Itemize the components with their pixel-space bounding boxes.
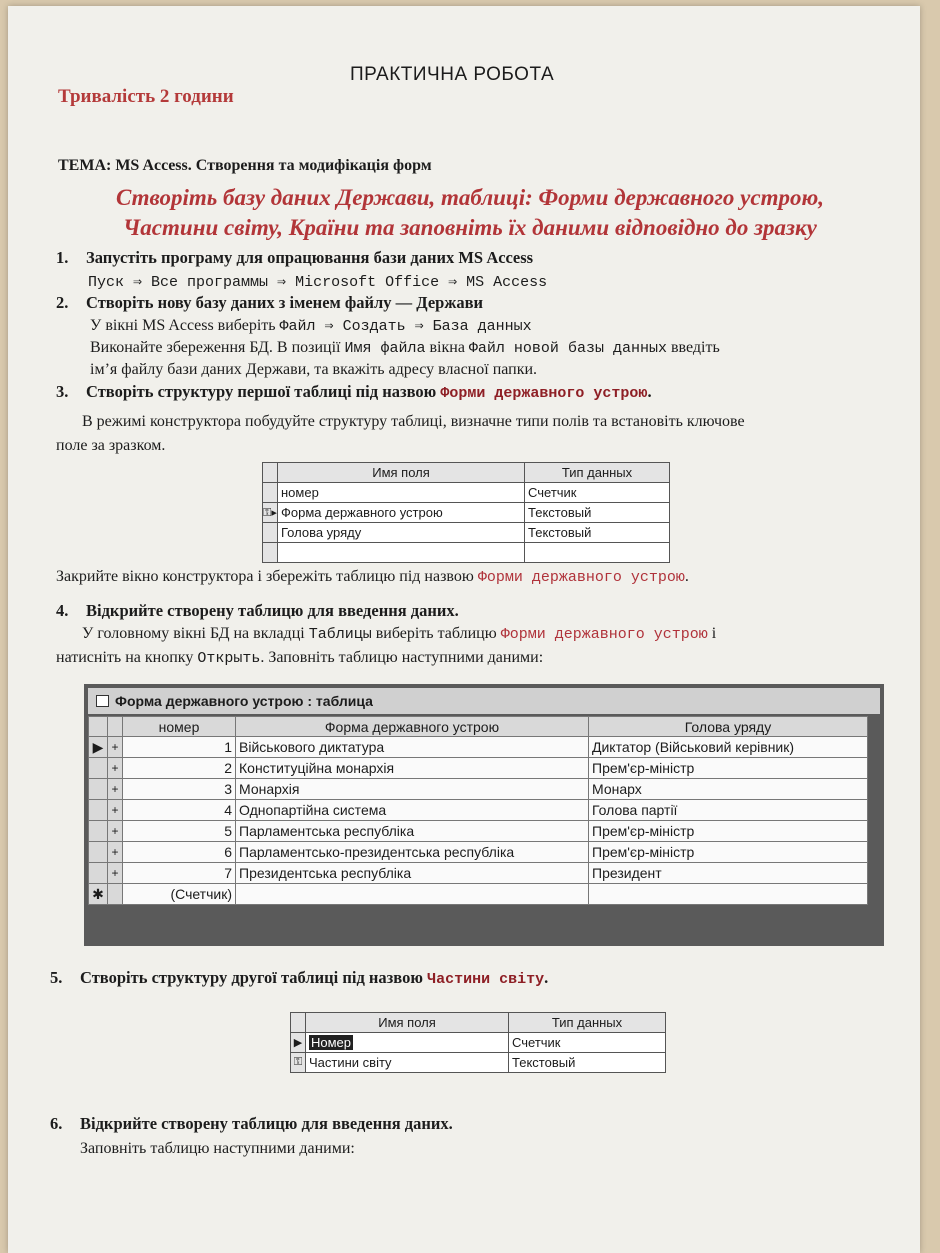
field-name-cell[interactable]: Форма державного устрою — [278, 503, 525, 523]
field-name-cell[interactable]: Голова уряду — [278, 523, 525, 543]
row-selector[interactable] — [89, 758, 108, 779]
expand-plus-icon[interactable]: + — [108, 800, 123, 821]
row-selector-header — [263, 463, 278, 483]
step-5-table-name: Частини світу — [427, 971, 545, 988]
step-3-text: Створіть структуру першої таблиці під назвою — [86, 382, 437, 401]
row-selector[interactable] — [263, 523, 278, 543]
new-record-row[interactable] — [89, 884, 868, 905]
step-5-text: Створіть структуру другої таблиці під назвою — [80, 968, 423, 987]
datasheet-titlebar[interactable] — [88, 688, 880, 714]
table-row[interactable] — [89, 800, 868, 821]
cell-head[interactable]: Прем'єр-міністр — [589, 758, 868, 779]
step-4-open-button-name: Открыть — [197, 650, 261, 667]
step-4-line-1-text-c: і — [711, 625, 717, 642]
row-selector[interactable] — [89, 842, 108, 863]
cell-id[interactable]: 4 — [123, 800, 236, 821]
step-5-number: 5. — [50, 968, 63, 987]
design-row[interactable] — [263, 523, 670, 543]
column-header-form[interactable]: Форма державного устрою — [236, 717, 589, 737]
heading-line-2: Частини світу, Країни та заповніть їх даними відповідно до зразку — [123, 215, 817, 240]
data-type-cell[interactable]: Текстовый — [525, 523, 670, 543]
topic-line: ТЕМА: MS Access. Створення та модифікація форм — [58, 157, 432, 174]
cell-head[interactable]: Президент — [589, 863, 868, 884]
step-2-window-name: Файл новой базы данных — [468, 340, 667, 357]
step-4-line-1-text-a: У головному вікні БД на вкладці — [82, 625, 305, 642]
data-type-cell[interactable]: Счетчик — [525, 483, 670, 503]
cell-id[interactable]: 2 — [123, 758, 236, 779]
cell-head[interactable]: Диктатор (Військовий керівник) — [589, 737, 868, 758]
table-row[interactable] — [89, 863, 868, 884]
step-4-line-2-text-b: . Заповніть таблицю наступними даними: — [260, 649, 544, 666]
step-2-field-name: Имя файла — [344, 340, 426, 357]
cell-form[interactable]: Президентська республіка — [236, 863, 589, 884]
design-row[interactable] — [263, 503, 670, 523]
primary-key-icon: ⚿▸ — [263, 503, 278, 523]
step-2-line-3: ім’я файлу бази даних Держави, та вкажіть адресу власної папки. — [90, 361, 538, 378]
duration-label: Тривалість 2 години — [58, 86, 234, 107]
step-3-close-table-name: Форми державного устрою — [477, 569, 685, 586]
step-4-text: Відкрийте створену таблицю для введення даних. — [86, 601, 459, 620]
row-selector[interactable] — [89, 863, 108, 884]
table-row[interactable] — [89, 842, 868, 863]
row-selector[interactable] — [263, 543, 278, 563]
design-row[interactable] — [263, 483, 670, 503]
column-header-data-type: Тип данных — [509, 1013, 666, 1033]
datasheet-title: Форма державного устрою : таблица — [115, 693, 373, 709]
step-4-title — [56, 601, 459, 621]
cell-id[interactable]: 5 — [123, 821, 236, 842]
step-4-tab-name: Таблицы — [308, 626, 372, 643]
expand-plus-icon[interactable]: + — [108, 758, 123, 779]
design-table-1-header — [263, 463, 670, 483]
step-4-line-1 — [82, 623, 716, 646]
heading-line-1: Створіть базу даних Держави, таблиці: Форми державного устрою, — [115, 185, 824, 210]
expand-plus-icon[interactable]: + — [108, 779, 123, 800]
step-1-text: Запустіть програму для опрацювання бази даних MS Access — [86, 248, 534, 267]
expand-plus-icon[interactable]: + — [108, 863, 123, 884]
data-type-cell[interactable]: Текстовый — [525, 503, 670, 523]
column-header-head[interactable]: Голова уряду — [589, 717, 868, 737]
column-header-data-type: Тип данных — [525, 463, 670, 483]
cell-id[interactable]: 3 — [123, 779, 236, 800]
expand-column-header — [108, 717, 123, 737]
cell-form[interactable]: Парламентсько-президентська республіка — [236, 842, 589, 863]
assignment-heading — [40, 183, 900, 243]
expand-plus-icon[interactable]: + — [108, 737, 123, 758]
design-row-empty[interactable] — [263, 543, 670, 563]
field-name-cell[interactable]: Частини світу — [306, 1053, 509, 1073]
step-3-number: 3. — [56, 382, 69, 401]
cell-head-empty[interactable] — [589, 884, 868, 905]
step-2-title — [56, 293, 483, 313]
data-type-cell[interactable]: Счетчик — [509, 1033, 666, 1053]
cell-head[interactable]: Голова партії — [589, 800, 868, 821]
cell-form-empty[interactable] — [236, 884, 589, 905]
step-3-para-line-1: В режимі конструктора побудуйте структуру таблиці, визначне типи полів та встановіть ключове — [82, 413, 745, 430]
table-row[interactable] — [89, 821, 868, 842]
step-2-line-2-text-b: вікна — [429, 339, 465, 356]
step-2-line-2-text-a: Виконайте збереження БД. В позиції — [90, 339, 341, 356]
expand-cell-empty — [108, 884, 123, 905]
cell-form[interactable]: Монархія — [236, 779, 589, 800]
cell-form[interactable]: Конституційна монархія — [236, 758, 589, 779]
expand-plus-icon[interactable]: + — [108, 821, 123, 842]
step-4-line-2-text-a: натисніть на кнопку — [56, 649, 194, 666]
datasheet-header-row — [89, 717, 868, 737]
row-selector[interactable] — [89, 821, 108, 842]
cell-id[interactable]: 1 — [123, 737, 236, 758]
step-4-line-2 — [56, 647, 543, 670]
cell-id[interactable]: 6 — [123, 842, 236, 863]
step-1-title — [56, 248, 533, 268]
step-4-number: 4. — [56, 601, 69, 620]
selected-field-name[interactable]: Номер — [311, 1035, 352, 1050]
data-type-cell[interactable]: Текстовый — [509, 1053, 666, 1073]
design-row[interactable] — [291, 1033, 666, 1053]
step-3-close-line: Закрийте вікно конструктора і збережіть таблицю під назвою Форми державного устрою. — [56, 568, 689, 586]
expand-plus-icon[interactable]: + — [108, 842, 123, 863]
step-3-table-name: Форми державного устрою — [440, 385, 648, 402]
step-2-menu-path: Файл ⇒ Создать ⇒ База данных — [279, 318, 532, 335]
cell-head[interactable]: Прем'єр-міністр — [589, 821, 868, 842]
row-selector[interactable] — [89, 800, 108, 821]
row-selector-header — [291, 1013, 306, 1033]
new-record-icon[interactable]: ✱ — [89, 884, 108, 905]
step-3-para-line-2: поле за зразком. — [56, 437, 166, 454]
design-table-2 — [290, 1012, 666, 1073]
cell-id[interactable]: 7 — [123, 863, 236, 884]
field-name-cell[interactable]: номер — [278, 483, 525, 503]
cell-form[interactable]: Військового диктатура — [236, 737, 589, 758]
row-selector-header — [89, 717, 108, 737]
field-name-cell-empty[interactable] — [278, 543, 525, 563]
step-1-number: 1. — [56, 248, 69, 267]
cell-form[interactable]: Парламентська республіка — [236, 821, 589, 842]
field-name-cell[interactable] — [306, 1033, 509, 1053]
step-4-table-name: Форми державного устрою — [500, 626, 708, 643]
step-5-title: 5. Створіть структуру другої таблиці під назвою Частини світу. — [50, 968, 549, 988]
data-type-cell-empty[interactable] — [525, 543, 670, 563]
table-row[interactable] — [89, 758, 868, 779]
step-2-line-2-text-c: введіть — [670, 339, 720, 356]
step-2-line-2 — [90, 337, 720, 360]
table-row[interactable] — [89, 737, 868, 758]
step-2-text: Створіть нову базу даних з іменем файлу — Держави — [86, 293, 483, 312]
step-6-text: Відкрийте створену таблицю для введення даних. — [80, 1114, 453, 1133]
page-title: ПРАКТИЧНА РОБОТА — [350, 64, 555, 85]
step-6-line: Заповніть таблицю наступними даними: — [80, 1140, 355, 1157]
step-4-line-1-text-b: виберіть таблицю — [375, 625, 497, 642]
table-row[interactable] — [89, 779, 868, 800]
row-selector[interactable] — [89, 779, 108, 800]
primary-key-icon: ⚿ — [291, 1053, 306, 1073]
current-record-icon[interactable]: ▶ — [89, 737, 108, 758]
step-3-close-text: Закрийте вікно конструктора і збережіть таблицю під назвою — [56, 568, 474, 585]
cell-head[interactable]: Прем'єр-міністр — [589, 842, 868, 863]
step-2-line-1 — [90, 315, 532, 338]
column-header-field-name: Имя поля — [306, 1013, 509, 1033]
column-header-id[interactable]: номер — [123, 717, 236, 737]
step-6-number: 6. — [50, 1114, 63, 1133]
step-2-line-1-text: У вікні MS Access виберіть — [90, 317, 276, 334]
step-6-title — [50, 1114, 453, 1134]
datasheet-window — [84, 684, 884, 946]
step-3-title: 3. Створіть структуру першої таблиці під назвою Форми державного устрою. — [56, 382, 652, 402]
step-2-number: 2. — [56, 293, 69, 312]
cell-head[interactable]: Монарх — [589, 779, 868, 800]
cell-form[interactable]: Однопартійна система — [236, 800, 589, 821]
table-icon — [96, 695, 109, 707]
current-row-arrow-icon[interactable]: ▶ — [291, 1033, 306, 1053]
row-selector[interactable] — [263, 483, 278, 503]
design-table-1 — [262, 462, 670, 563]
cell-id-autonumber[interactable]: (Счетчик) — [123, 884, 236, 905]
design-row[interactable] — [291, 1053, 666, 1073]
step-1-menu-path: Пуск ⇒ Все программы ⇒ Microsoft Office ⇒ MS Access — [88, 274, 548, 291]
design-table-2-header — [291, 1013, 666, 1033]
column-header-field-name: Имя поля — [278, 463, 525, 483]
datasheet-grid — [88, 716, 868, 905]
